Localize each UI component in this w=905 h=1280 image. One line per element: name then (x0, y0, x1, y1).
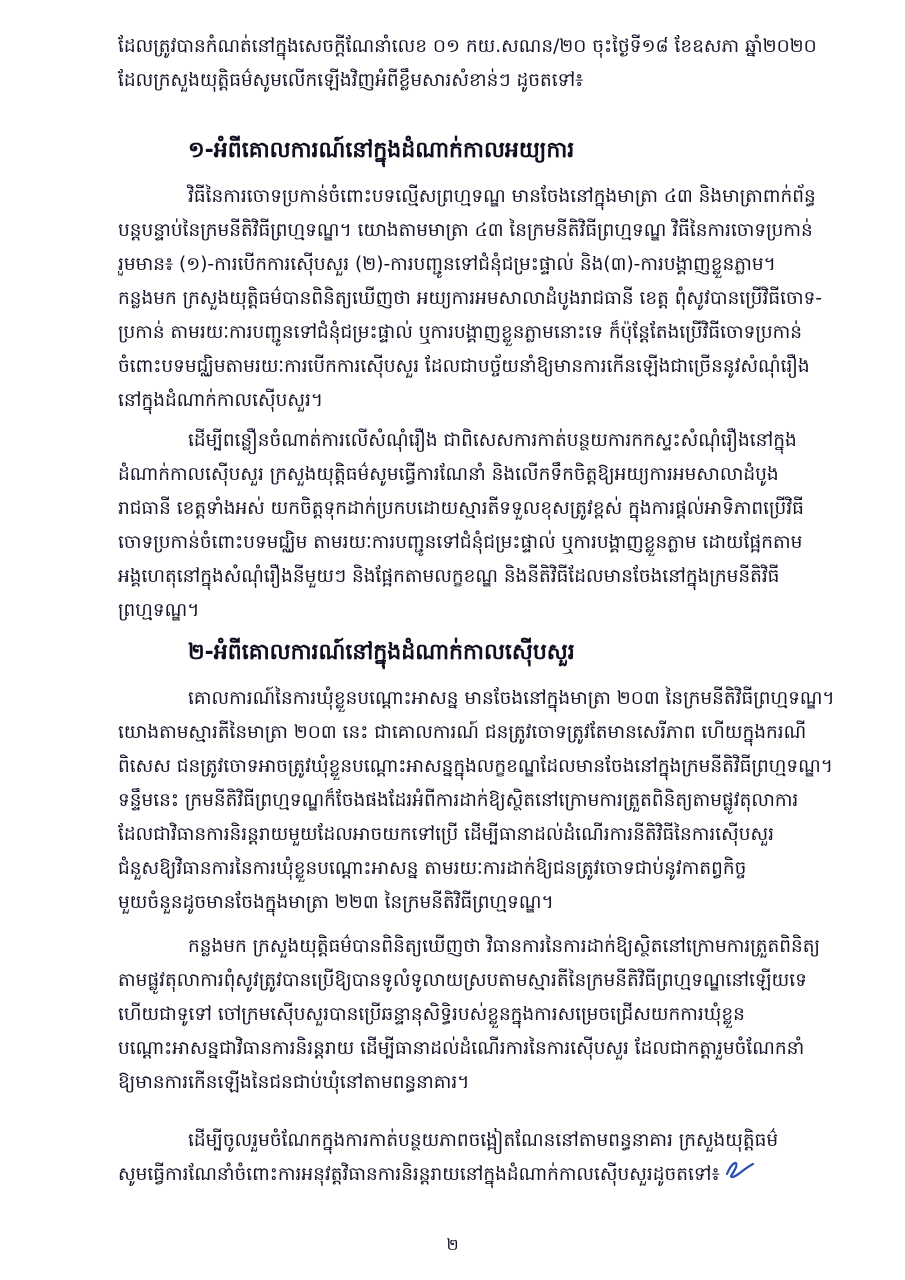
paragraph-line: រួមមាន៖ (១)-ការបើកការស៊ើបសួរ (២)-ការបញ្ជូនទៅជំនុំជម្រះផ្ទាល់ និង(៣)-ការបង្គាញខ្លួនភ្លាម។ (118, 254, 776, 275)
paragraph-line: តាមផ្លូវតុលាការពុំសូវត្រូវបានប្រើឱ្យបានទូលំទូលាយស្របតាមស្មារតីនៃក្រមនីតិវិធីព្រហ្មទណ្ឌនៅឡើយទេ (118, 970, 807, 991)
paragraph-line: ប្រកាន់ តាមរយៈការបញ្ជូនទៅជំនុំជម្រះផ្ទាល់ ឬការបង្គាញខ្លួនភ្លាមនោះទេ ក៏ប៉ុន្តែតែងប្រើវិធីចោទប្រកាន់ (118, 322, 802, 343)
intro-text (118, 30, 848, 98)
paragraph-line: វិធីនៃការចោទប្រកាន់ចំពោះបទល្មើសព្រហ្មទណ្ឌ មានចែងនៅក្នុងមាត្រា ៤៣ និងមាត្រាពាក់ព័ន្ធ (188, 186, 816, 207)
paragraph-line: រាជធានី ខេត្តទាំងអស់ យកចិត្តទុកដាក់ប្រកបដោយស្មារតីទទួលខុសត្រូវខ្ពស់ ក្នុងការផ្តល់អាទិភាពប្រើវិធី (118, 498, 804, 519)
paragraph-line: ចោទប្រកាន់ចំពោះបទមជ្ឈិម តាមរយៈការបញ្ជូនទៅជំនុំជម្រះផ្ទាល់ ឬការបង្គាញខ្លួនភ្លាម ដោយផ្អែកតាម (118, 532, 803, 553)
section-2-paragraph-2 (118, 930, 848, 1100)
intro-line: ដែលក្រសួងយុត្តិធម៌សូមលើកឡើងវិញអំពីខ្លឹមសារសំខាន់ៗ ដូចតទៅ៖ (118, 70, 584, 91)
page-number: ២ (446, 1235, 459, 1254)
section-1-heading: ១-អំពីគោលការណ៍នៅក្នុងដំណាក់កាលអយ្យការ (188, 138, 575, 163)
intro-line: ដែលត្រូវបានកំណត់នៅក្នុងសេចក្តីណែនាំលេខ ០១ កយ.សណន/២០ ចុះថ្ងៃទី១៨ ខែឧសភា ឆ្នាំ២០២០ (118, 36, 817, 57)
paragraph-line: កន្លងមក ក្រសួងយុត្តិធម៌បានពិនិត្យឃើញថា អយ្យការអមសាលាដំបូងរាជធានី ខេត្ត ពុំសូវបានប្រើវិធីចោទ- (118, 288, 822, 309)
paragraph-line: ជំនួសឱ្យវិធានការនៃការឃុំខ្លួនបណ្តោះអាសន្ន តាមរយៈការដាក់ឱ្យជនត្រូវចោទជាប់នូវកាតព្វកិច្ច (118, 858, 747, 879)
paragraph-line: យោងតាមស្មារតីនៃមាត្រា ២០៣ នេះ ជាគោលការណ៍ ជនត្រូវចោទត្រូវតែមានសេរីភាព ហើយក្នុងករណី (118, 722, 807, 743)
paragraph-line: ឱ្យមានការកើនឡើងនៃជនជាប់ឃុំនៅតាមពន្ធនាគារ។ (118, 1072, 470, 1093)
paragraph-line: បន្តបន្ទាប់នៃក្រមនីតិវិធីព្រហ្មទណ្ឌ។ យោងតាមមាត្រា ៤៣ នៃក្រមនីតិវិធីព្រហ្មទណ្ឌ វិធីនៃការចោទប្រកាន់ (118, 220, 813, 241)
paragraph-line: ដំណាក់កាលស៊ើបសួរ ក្រសួងយុត្តិធម៌សូមធ្វើការណែនាំ និងលើកទឹកចិត្តឱ្យអយ្យការអមសាលាដំបូង (118, 464, 779, 485)
paragraph-line: គោលការណ៍នៃការឃុំខ្លួនបណ្តោះអាសន្ន មានចែងនៅក្នុងមាត្រា ២០៣ នៃក្រមនីតិវិធីព្រហ្មទណ្ឌ។ (188, 688, 835, 709)
paragraph-line: ហើយជាទូទៅ ចៅក្រមស៊ើបសួរបានប្រើឆន្ទានុសិទ្ធិរបស់ខ្លួនក្នុងការសម្រេចជ្រើសយកការឃុំខ្លួន (118, 1004, 745, 1025)
section-2-paragraph-1 (118, 682, 848, 920)
section-1-paragraph-2 (118, 424, 848, 628)
paragraph-line: ដើម្បីចូលរួមចំណែកក្នុងការកាត់បន្ថយភាពចង្អៀតណែននៅតាមពន្ធនាគារ ក្រសួងយុត្តិធម៌ (188, 1130, 779, 1151)
paragraph-line: ពិសេស ជនត្រូវចោទអាចត្រូវឃុំខ្លួនបណ្តោះអាសន្នក្នុងលក្ខខណ្ឌដែលមានចែងនៅក្នុងក្រមនីតិវិធីព្រហ្មទណ្ឌ។ (118, 756, 833, 777)
paragraph-line: នៅក្នុងដំណាក់កាលស៊ើបសួរ។ (118, 390, 324, 411)
paragraph-line (118, 1158, 848, 1192)
section-2-heading: ២-អំពីគោលការណ៍នៅក្នុងដំណាក់កាលស៊ើបសួរ (188, 640, 575, 665)
paragraph-line: អង្គហេតុនៅក្នុងសំណុំរឿងនីមួយៗ និងផ្អែកតាមលក្ខខណ្ឌ និងនីតិវិធីដែលមានចែងនៅក្នុងក្រមនីតិវិធី (118, 566, 780, 587)
paragraph-line: កន្លងមក ក្រសួងយុត្តិធម៌បានពិនិត្យឃើញថា វិធានការនៃការដាក់ឱ្យស្ថិតនៅក្រោមការត្រួតពិនិត្យ (188, 936, 820, 957)
paragraph-line: បណ្តោះអាសន្នជាវិធានការនិរន្តរាយ ដើម្បីធានាដល់ដំណើរការនៃការស៊ើបសួរ ដែលជាកត្តារួមចំណែកនាំ (118, 1038, 805, 1059)
paragraph-line: ចំពោះបទមជ្ឈិមតាមរយៈការបើកការស៊ើបសួរ ដែលជាបច្ច័យនាំឱ្យមានការកើនឡើងជាច្រើននូវសំណុំរឿង (118, 356, 810, 377)
section-1-paragraph-1 (118, 180, 848, 418)
paragraph-line: ដើម្បីពន្លឿនចំណាត់ការលើសំណុំរឿង ជាពិសេសការកាត់បន្ថយការកកស្ទះសំណុំរឿងនៅក្នុង (188, 430, 797, 451)
paragraph-line: ដែលជាវិធានការនិរន្តរាយមួយដែលអាចយកទៅប្រើ ដើម្បីធានាដល់ដំណើរការនីតិវិធីនៃការស៊ើបសួរ (118, 824, 775, 845)
paragraph-line-text: សូមធ្វើការណែនាំចំពោះការអនុវត្តវិធានការនិរន្តរាយនៅក្នុងដំណាក់កាលស៊ើបសួរដូចតទៅ៖ (118, 1164, 720, 1185)
section-2-paragraph-3 (118, 1124, 848, 1192)
paragraph-line: មួយចំនួនដូចមានចែងក្នុងមាត្រា ២២៣ នៃក្រមនីតិវិធីព្រហ្មទណ្ឌ។ (118, 892, 554, 913)
handwritten-initial-icon (724, 1158, 756, 1192)
paragraph-line: ទន្ទឹមនេះ ក្រមនីតិវិធីព្រហ្មទណ្ឌក៏ចែងផងដែរអំពីការដាក់ឱ្យស្ថិតនៅក្រោមការត្រួតពិនិត្យតាមផ្លូវតុលាការ (118, 790, 799, 811)
paragraph-line: ព្រហ្មទណ្ឌ។ (118, 600, 200, 621)
